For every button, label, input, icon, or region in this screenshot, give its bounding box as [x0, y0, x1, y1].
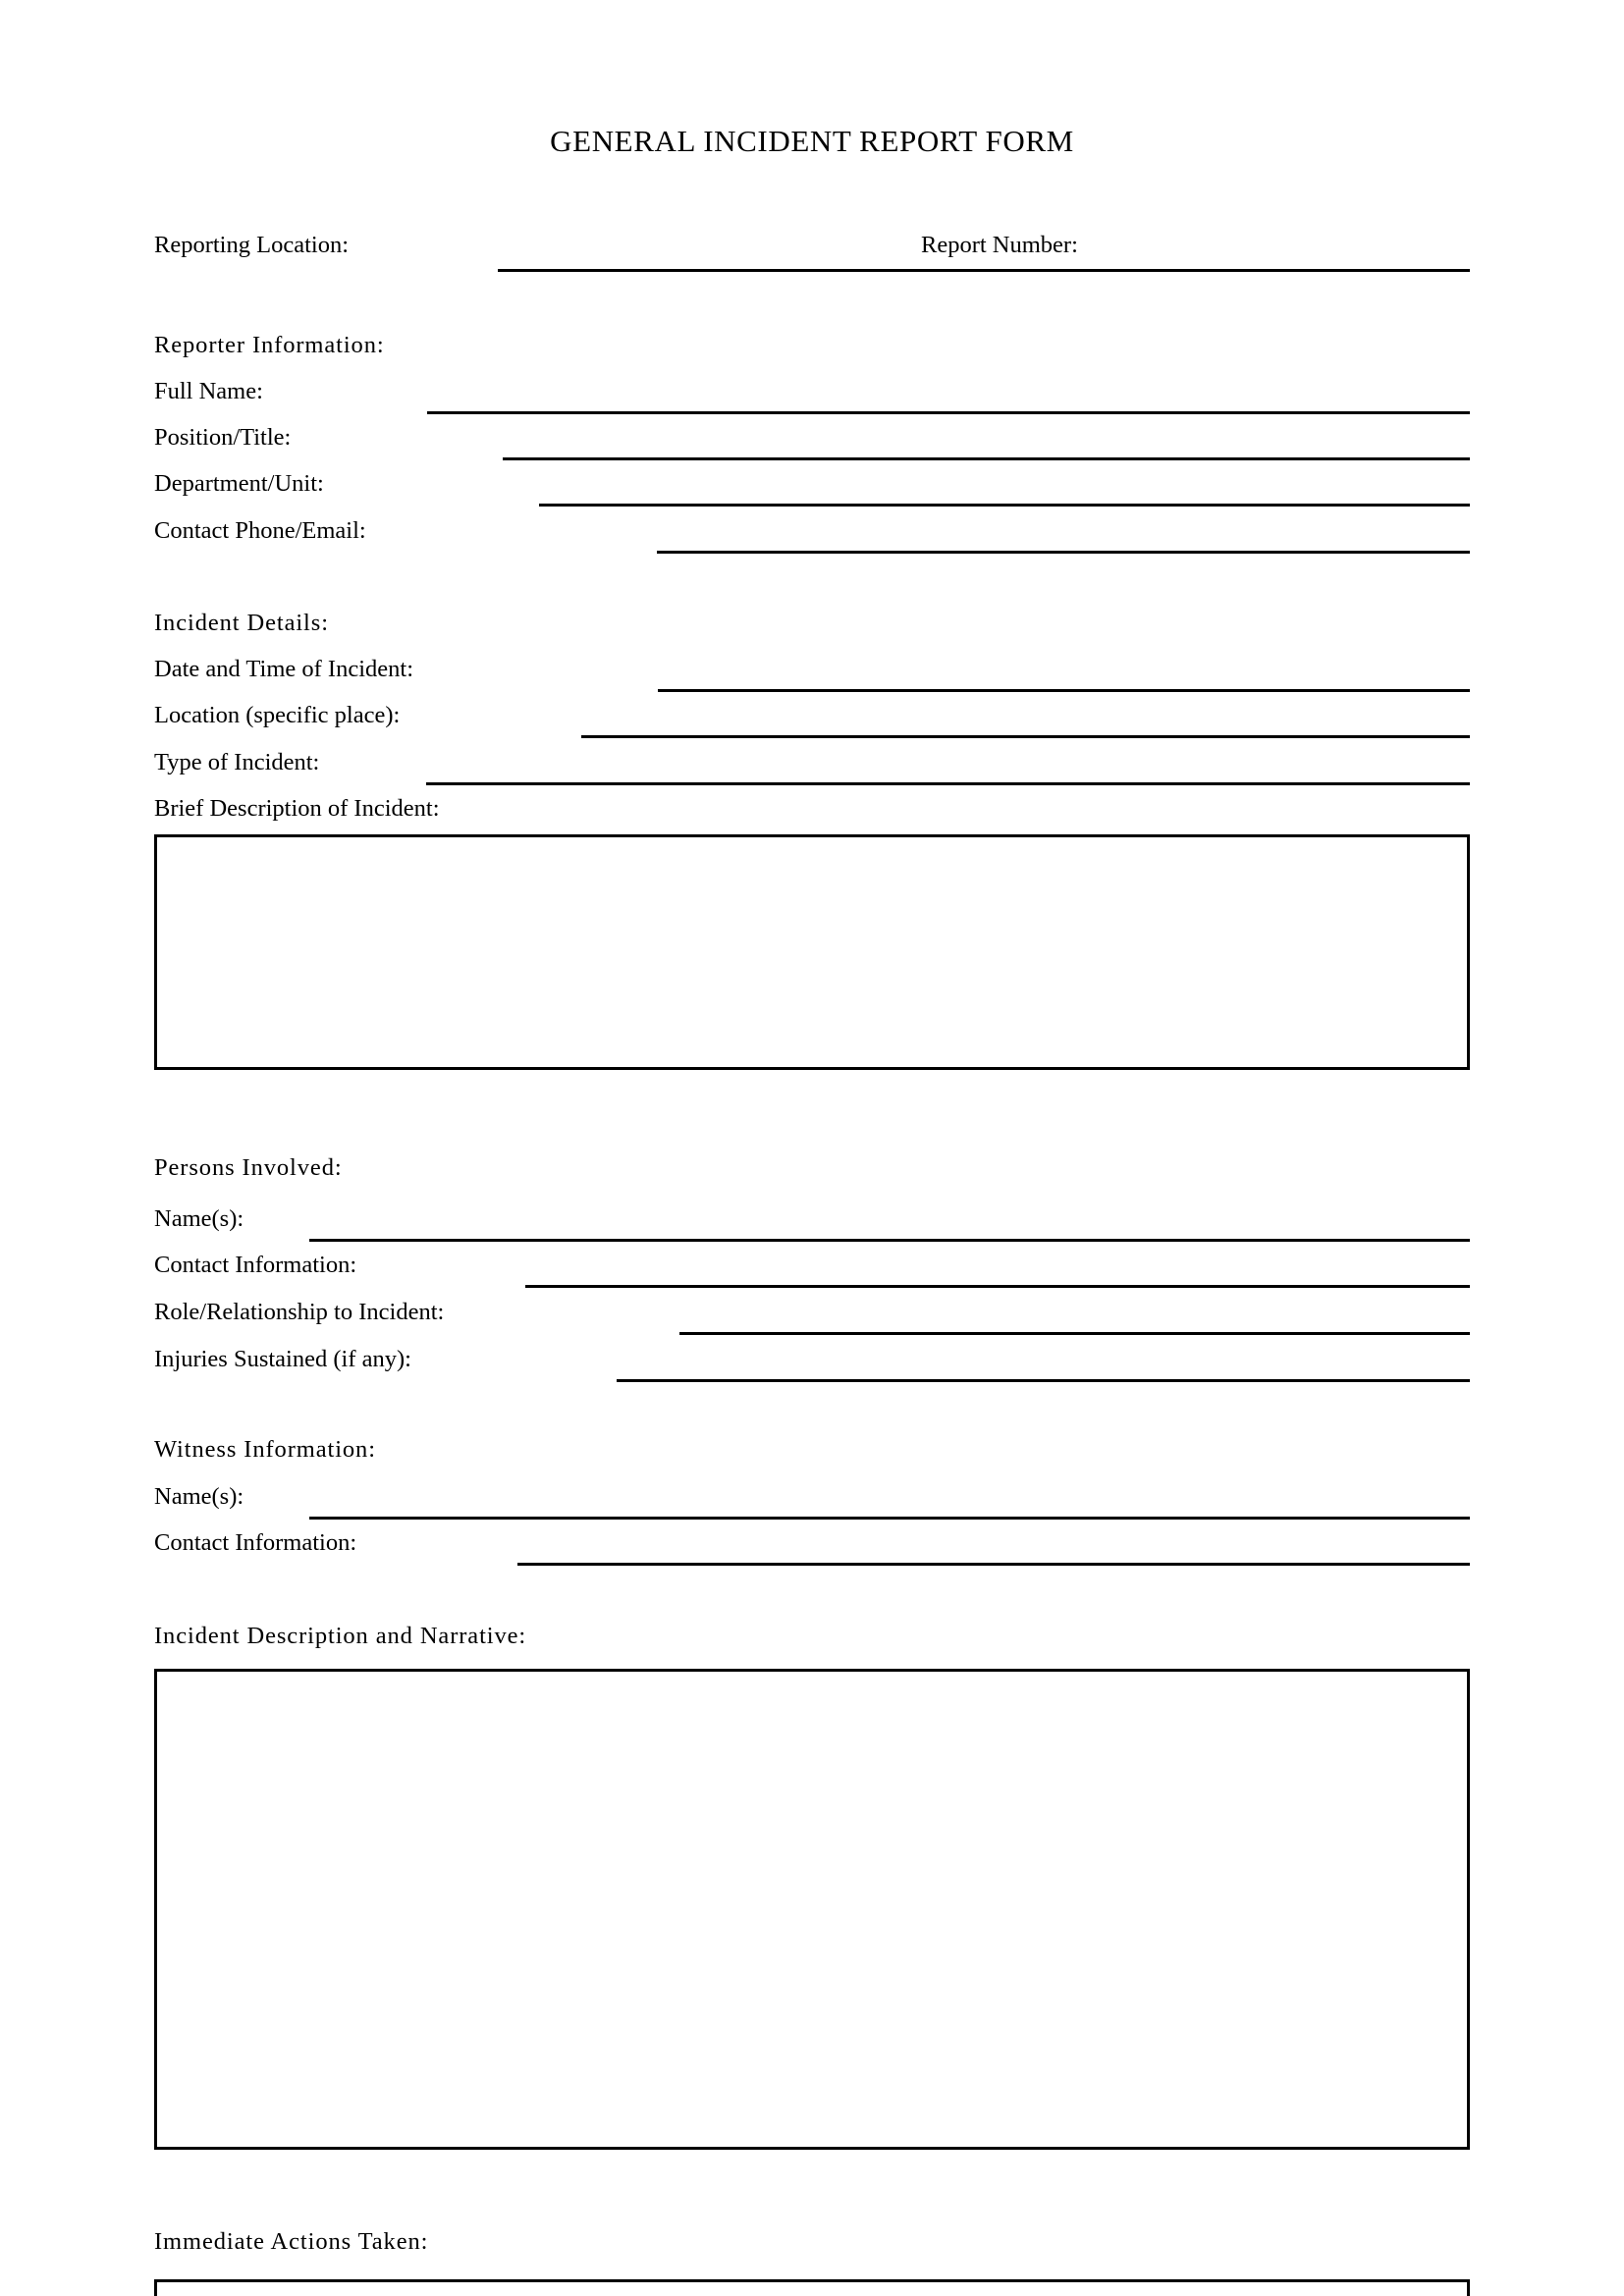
persons-role-label: Role/Relationship to Incident: — [154, 1299, 445, 1325]
immediate-actions-label: Immediate Actions Taken: — [154, 2228, 429, 2255]
location-specific-place-label: Location (specific place): — [154, 702, 401, 728]
narrative-label: Incident Description and Narrative: — [154, 1623, 527, 1649]
persons-names-label: Name(s): — [154, 1205, 244, 1232]
witness-names-label: Name(s): — [154, 1483, 244, 1510]
narrative-textbox[interactable] — [154, 1669, 1470, 2150]
persons-contact-label: Contact Information: — [154, 1252, 357, 1278]
reporting-location-input-rule[interactable] — [498, 269, 1470, 272]
witness-information-heading: Witness Information: — [154, 1436, 376, 1463]
incident-details-heading: Incident Details: — [154, 610, 329, 636]
brief-description-textbox[interactable] — [154, 834, 1470, 1070]
persons-names-input-rule[interactable] — [309, 1239, 1470, 1242]
persons-contact-input-rule[interactable] — [525, 1285, 1470, 1288]
type-of-incident-input-rule[interactable] — [426, 782, 1470, 785]
persons-role-input-rule[interactable] — [679, 1332, 1470, 1335]
contact-phone-email-label: Contact Phone/Email: — [154, 517, 366, 544]
reporter-information-heading: Reporter Information: — [154, 332, 385, 358]
date-time-of-incident-input-rule[interactable] — [658, 689, 1470, 692]
department-unit-label: Department/Unit: — [154, 470, 324, 497]
position-title-label: Position/Title: — [154, 424, 292, 451]
persons-injuries-label: Injuries Sustained (if any): — [154, 1346, 411, 1372]
reporting-location-label: Reporting Location: — [154, 232, 349, 258]
location-specific-place-input-rule[interactable] — [581, 735, 1470, 738]
witness-contact-input-rule[interactable] — [517, 1563, 1470, 1566]
type-of-incident-label: Type of Incident: — [154, 749, 320, 775]
full-name-input-rule[interactable] — [427, 411, 1470, 414]
department-unit-input-rule[interactable] — [539, 504, 1470, 507]
full-name-label: Full Name: — [154, 378, 263, 404]
persons-involved-heading: Persons Involved: — [154, 1154, 343, 1181]
immediate-actions-textbox[interactable] — [154, 2279, 1470, 2296]
witness-contact-label: Contact Information: — [154, 1529, 357, 1556]
report-number-label: Report Number: — [921, 232, 1078, 258]
witness-names-input-rule[interactable] — [309, 1517, 1470, 1520]
date-time-of-incident-label: Date and Time of Incident: — [154, 656, 414, 682]
contact-phone-email-input-rule[interactable] — [657, 551, 1470, 554]
brief-description-label: Brief Description of Incident: — [154, 795, 440, 822]
persons-injuries-input-rule[interactable] — [617, 1379, 1470, 1382]
position-title-input-rule[interactable] — [503, 457, 1470, 460]
page-title: GENERAL INCIDENT REPORT FORM — [550, 124, 1074, 158]
